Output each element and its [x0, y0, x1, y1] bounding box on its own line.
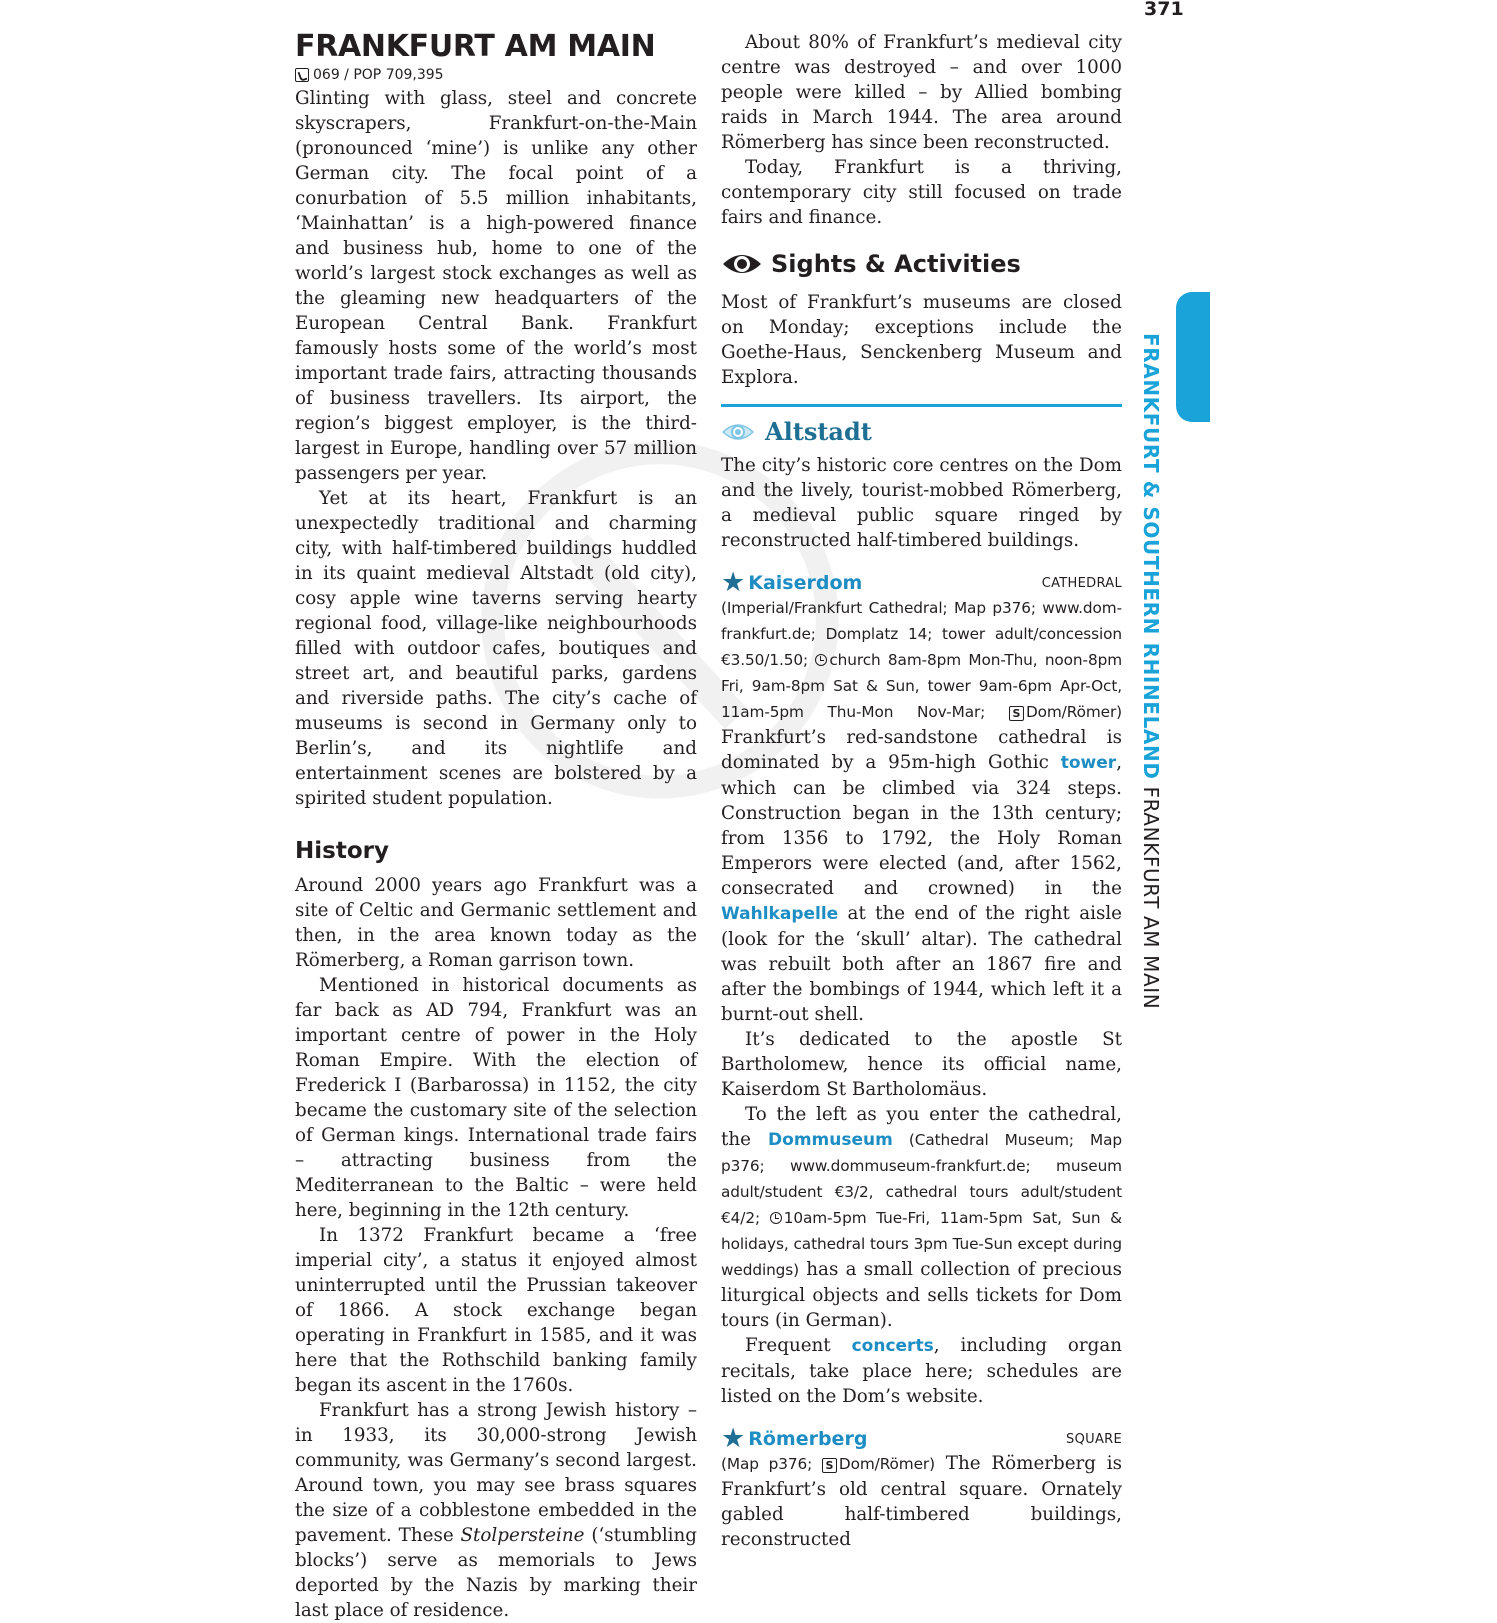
altstadt-heading-text: Altstadt	[765, 417, 872, 446]
star-icon: ★	[721, 1423, 746, 1454]
dommuseum-link[interactable]: Dommuseum	[768, 1130, 893, 1150]
altstadt-heading	[721, 415, 1122, 449]
right-paragraph-2: Today, Frankfurt is a thriving, contemporary city still focused on trade fairs and finance.	[721, 157, 1122, 228]
kaiserdom-hours: church 8am-8pm Mon-Thu, noon-8pm Fri, 9am-8pm Sat & Sun, tower 9am-6pm Apr-Oct, 11am-5pm Thu-Mon Nov-Mar;	[721, 651, 1122, 721]
altstadt-paragraph: The city’s historic core centres on the Dom and the lively, tourist-mobbed Römerberg, a medieval public square ringed by reconstructed half-timbered buildings.	[721, 455, 1122, 551]
history-paragraph-4	[295, 1398, 697, 1623]
sights-heading-text: Sights & Activities	[771, 250, 1021, 278]
page-title: FRANKFURT AM MAIN	[295, 29, 656, 64]
sights-heading	[721, 244, 1122, 284]
kaiserdom-title[interactable]	[721, 567, 863, 598]
roemerberg-name: Römerberg	[748, 1428, 868, 1450]
left-column	[295, 30, 697, 1623]
clock-icon	[815, 654, 827, 666]
kaiserdom-dedicated-paragraph: It’s dedicated to the apostle St Bartholomew, hence its official name, Kaiserdom St Bartholomäus.	[721, 1029, 1122, 1100]
section-divider	[721, 404, 1122, 407]
roemerberg-desc: The Römerberg is Frankfurt’s old central square. Ornately gabled half-timbered buildings, reconstructed	[721, 1453, 1122, 1550]
s-bahn-icon: S	[1009, 706, 1024, 721]
kaiserdom-description	[721, 595, 1122, 1027]
roemerberg-entry-header	[721, 1423, 1122, 1454]
phone-icon	[295, 68, 309, 82]
kaiserdom-info: (Imperial/Frankfurt Cathedral; Map p376; www.dom-frankfurt.de; Domplatz 14; tower adult/concession €3.50/1.50;	[721, 599, 1122, 669]
side-chapter-label	[1140, 333, 1162, 1009]
concerts-text-a: Frequent	[745, 1335, 852, 1356]
wahlkapelle-link[interactable]: Wahlkapelle	[721, 904, 839, 924]
clock-icon	[770, 1212, 782, 1224]
kaiserdom-desc-c: at the end of the right aisle (look for the ‘skull’ altar). The cathedral was rebuilt both after an 1867 fire and after the bombings of 1944, which left it a burnt-out shell.	[721, 903, 1122, 1025]
eye-outline-icon	[721, 420, 755, 444]
kaiserdom-desc-a: Frankfurt’s red-sandstone cathedral is dominated by a 95m-high Gothic	[721, 727, 1122, 773]
intro-paragraph-1: Glinting with glass, steel and concrete skyscrapers, Frankfurt-on-the-Main (pronounced ‘mine’) is unlike any other German city. The focal point of a conurbation of 5.5 million inhabitants, ‘Mainhattan’ is a high-powered finance and business hub, home to one of the world’s largest stock exchanges as well as the gleaming new headquarters of the European Central Bank. Frankfurt famously hosts some of the world’s most important trade fairs, attracting thousands of business travellers. Its airport, the region’s biggest employer, is the third-largest in Europe, handling over 57 million passengers per year.	[295, 88, 697, 484]
roemerberg-info: (Map p376;	[721, 1455, 822, 1473]
history-p4-text-b: (‘stumbling blocks’) serve as memorials to Jews deported by the Nazis by marking their last place of residence.	[295, 1525, 697, 1621]
dommuseum-info: (Cathedral Museum; Map p376; www.dommuseum-frankfurt.de; museum adult/student €3/2, cathedral tours adult/student €4/2;	[721, 1131, 1122, 1227]
city-meta-text: 069 / POP 709,395	[313, 67, 444, 83]
concerts-text-b: , including organ recitals, take place here; schedules are listed on the Dom’s website.	[721, 1335, 1123, 1407]
roemerberg-description	[721, 1451, 1122, 1552]
kaiserdom-desc-b: , which can be climbed via 324 steps. Construction began in the 13th century; from 1356 to 1792, the Holy Roman Emperors were elected (and, after 1562, consecrated and crowned) in the	[721, 752, 1122, 899]
history-p4-emphasis: Stolpersteine	[460, 1525, 585, 1546]
dommuseum-paragraph	[721, 1102, 1122, 1333]
page-number: 371	[1144, 0, 1184, 20]
kaiserdom-transport: Dom/Römer)	[1025, 703, 1122, 721]
history-paragraph-2: Mentioned in historical documents as far back as AD 794, Frankfurt was an important centre of power in the Holy Roman Empire. With the election of Frederick I (Barbarossa) in 1152, the city became the customary site of the selection of German kings. International trade fairs – attracting business from the Mediterranean to the Baltic – were held here, beginning in the 12th century.	[295, 975, 697, 1221]
roemerberg-title[interactable]	[721, 1423, 868, 1454]
sights-paragraph: Most of Frankfurt’s museums are closed on Monday; exceptions include the Goethe-Haus, Senckenberg Museum and Explora.	[721, 292, 1122, 388]
side-tab[interactable]	[1176, 292, 1210, 422]
s-bahn-icon: S	[822, 1458, 837, 1473]
dommuseum-desc: has a small collection of precious liturgical objects and sells tickets for Dom tours (in German).	[721, 1259, 1122, 1331]
kaiserdom-name: Kaiserdom	[748, 572, 863, 594]
concerts-paragraph	[721, 1333, 1122, 1409]
kaiserdom-type: CATHEDRAL	[1041, 575, 1122, 591]
history-p4-text-a: Frankfurt has a strong Jewish history – in 1933, its 30,000-strong Jewish community, was Germany’s second largest. Around town, you may see brass squares the size of a cobblestone embedded in the pavement. These	[295, 1400, 697, 1546]
star-icon: ★	[721, 567, 746, 598]
right-paragraph-1: About 80% of Frankfurt’s medieval city centre was destroyed – and over 1000 people were killed – by Allied bombing raids in March 1944. The area around Römerberg has since been reconstructed.	[721, 32, 1122, 153]
history-paragraph-1: Around 2000 years ago Frankfurt was a site of Celtic and Germanic settlement and then, in the area known today as the Römerberg, a Roman garrison town.	[295, 875, 697, 971]
intro-paragraph-2: Yet at its heart, Frankfurt is an unexpectedly traditional and charming city, with half-timbered buildings huddled in its quaint medieval Altstadt (old city), cosy apple wine taverns serving hearty regional food, village-like neighbourhoods filled with outdoor cafes, boutiques and street art, and beautiful parks, gardens and riverside paths. The city’s cache of museums is second in Germany only to Berlin’s, and its nightlife and entertainment scenes are bolstered by a spirited student population.	[295, 488, 697, 809]
tower-link[interactable]: tower	[1060, 753, 1117, 773]
dommuseum-intro: To the left as you enter the cathedral, the	[721, 1104, 1122, 1150]
history-paragraph-3: In 1372 Frankfurt became a ‘free imperial city’, a status it enjoyed almost uninterrupted until the Prussian takeover of 1866. A stock exchange began operating in Frankfurt in 1585, and it was here that the Rothschild banking family began its ascent in the 1760s.	[295, 1225, 697, 1396]
roemerberg-type: SQUARE	[1066, 1431, 1122, 1447]
right-column	[721, 30, 1122, 1552]
city-meta	[295, 64, 697, 86]
roemerberg-transport: Dom/Römer)	[838, 1455, 935, 1473]
dommuseum-hours: 10am-5pm Tue-Fri, 11am-5pm Sat, Sun & holidays, cathedral tours 3pm Tue-Sun except during weddings)	[721, 1209, 1122, 1279]
kaiserdom-entry-header	[721, 567, 1122, 598]
history-heading: History	[295, 838, 389, 864]
side-chapter-name: FRANKFURT AM MAIN	[1139, 786, 1163, 1010]
concerts-link[interactable]: concerts	[851, 1336, 934, 1356]
eye-icon	[721, 249, 763, 279]
side-section-label: FRANKFURT & SOUTHERN RHINELAND	[1139, 333, 1163, 780]
